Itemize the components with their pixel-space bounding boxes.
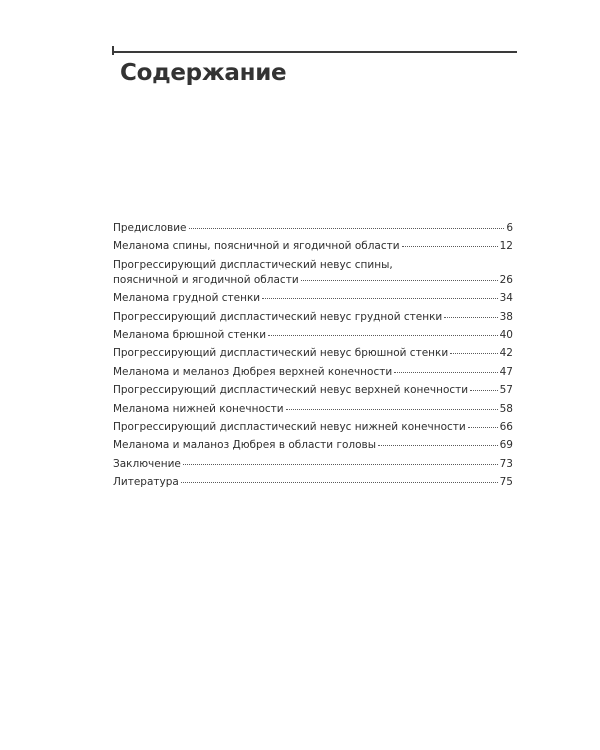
toc-dot-leader	[189, 228, 505, 229]
toc-page-number: 69	[499, 439, 513, 452]
toc-entry-preface[interactable]	[113, 221, 513, 236]
toc-dot-leader	[183, 464, 498, 465]
toc-entry-abdomen-nevus[interactable]	[113, 346, 513, 361]
toc-entry-title: Меланома и меланоз Дюбрея верхней конечности	[113, 365, 393, 378]
header-rule	[112, 51, 517, 53]
toc-entry-lower-limb-nevus[interactable]	[113, 420, 513, 435]
toc-page-number: 73	[499, 457, 513, 470]
toc-entry-head-melanoma[interactable]	[113, 438, 513, 453]
toc-page-number: 40	[499, 328, 513, 341]
toc-entry-title: Меланома нижней конечности	[113, 402, 284, 415]
page-title: Содержание	[120, 60, 287, 86]
toc-entry-title: Меланома и маланоз Дюбрея в области головы	[113, 439, 376, 452]
toc-dot-leader	[402, 246, 498, 247]
toc-page-number: 26	[499, 273, 513, 286]
toc-entry-references[interactable]	[113, 475, 513, 490]
toc-entry-title: Прогрессирующий диспластический невус брюшной стенки	[113, 347, 449, 360]
toc-entry-back-nevus[interactable]	[113, 258, 513, 288]
toc-dot-leader	[268, 335, 498, 336]
toc-dot-leader	[450, 353, 497, 354]
toc-entry-title: Прогрессирующий диспластический невус нижней конечности	[113, 420, 466, 433]
toc-entry-upper-limb-melanoma[interactable]	[113, 365, 513, 380]
toc-page-number: 6	[506, 222, 513, 234]
table-of-contents	[113, 221, 513, 493]
toc-entry-lower-limb-melanoma[interactable]	[113, 402, 513, 417]
toc-page-number: 47	[499, 365, 513, 378]
toc-dot-leader	[378, 445, 498, 446]
toc-entry-title: Литература	[113, 476, 179, 489]
toc-dot-leader	[468, 427, 498, 428]
toc-entry-title: Заключение	[113, 457, 181, 470]
toc-dot-leader	[394, 372, 497, 373]
toc-entry-title: Меланома грудной стенки	[113, 292, 261, 305]
toc-entry-back-melanoma[interactable]	[113, 239, 513, 254]
toc-dot-leader	[301, 280, 498, 281]
toc-entry-title: Меланома брюшной стенки	[113, 328, 267, 341]
toc-page-number: 38	[499, 310, 513, 323]
toc-entry-title-line1: Прогрессирующий диспластический невус спины,	[113, 258, 393, 271]
toc-entry-title-line2: поясничной и ягодичной области	[113, 273, 299, 286]
toc-dot-leader	[444, 317, 497, 318]
toc-page-number: 66	[499, 420, 513, 433]
toc-page-number: 75	[499, 476, 513, 489]
toc-entry-abdomen-melanoma[interactable]	[113, 328, 513, 343]
toc-entry-title: Прогрессирующий диспластический невус верхней конечности	[113, 384, 469, 397]
toc-page-number: 34	[499, 292, 513, 305]
toc-entry-chest-melanoma[interactable]	[113, 291, 513, 306]
toc-entry-conclusion[interactable]	[113, 457, 513, 472]
toc-entry-chest-nevus[interactable]	[113, 310, 513, 325]
toc-dot-leader	[181, 482, 498, 483]
toc-entry-title: Прогрессирующий диспластический невус грудной стенки	[113, 310, 443, 323]
toc-entry-upper-limb-nevus[interactable]	[113, 383, 513, 398]
toc-dot-leader	[470, 390, 498, 391]
toc-entry-title: Меланома спины, поясничной и ягодичной области	[113, 240, 400, 253]
toc-dot-leader	[286, 409, 498, 410]
toc-page-number: 57	[499, 384, 513, 397]
toc-entry-title: Предисловие	[113, 222, 187, 234]
toc-dot-leader	[262, 298, 497, 299]
toc-page-number: 42	[499, 347, 513, 360]
toc-page-number: 58	[499, 402, 513, 415]
toc-page-number: 12	[499, 240, 513, 253]
